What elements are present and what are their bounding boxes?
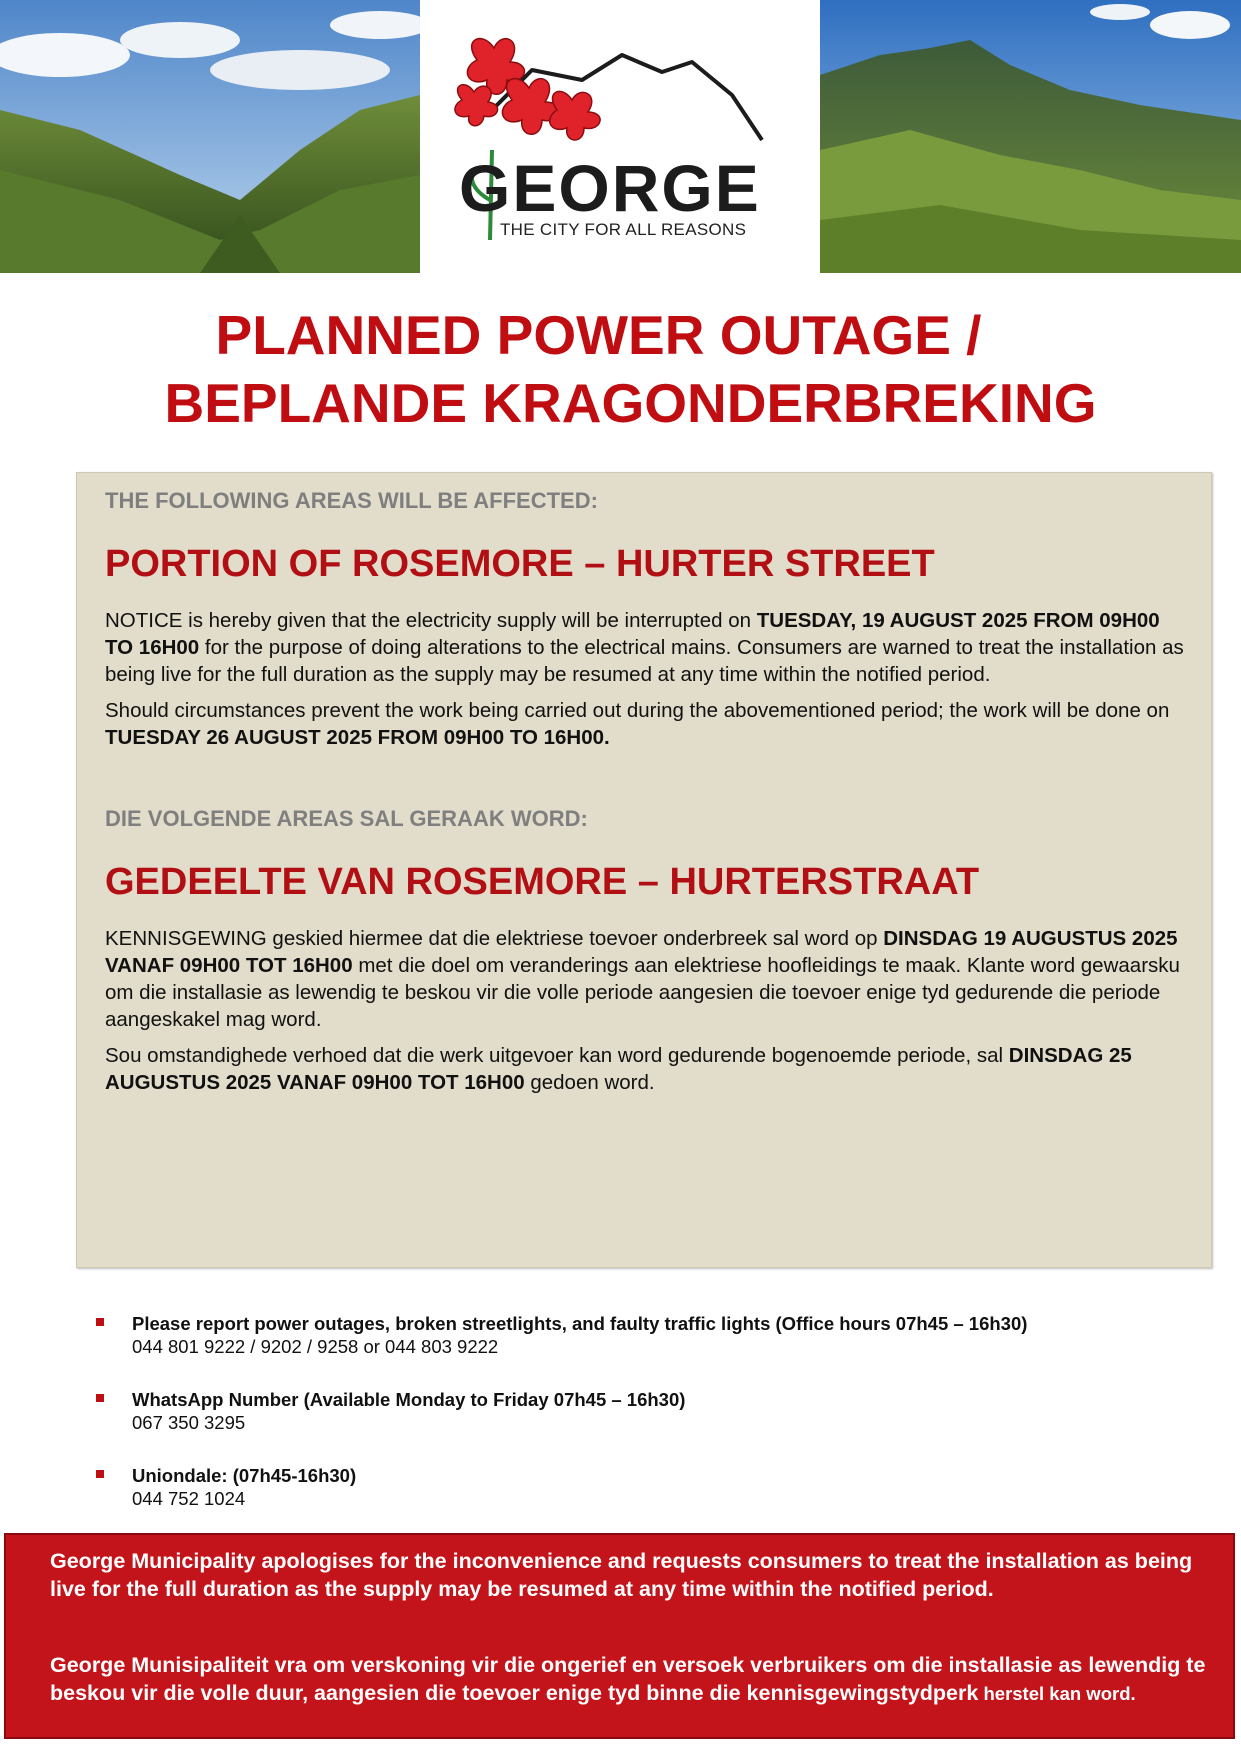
page-title-afrikaans: BEPLANDE KRAGONDERBREKING — [164, 372, 1097, 434]
header-landscape-image-right — [820, 0, 1241, 273]
contact-number[interactable]: 044 752 1024 — [132, 1488, 246, 1509]
afrikaans-affected-heading: DIE VOLGENDE AREAS SAL GERAAK WORD: — [105, 806, 588, 831]
english-affected-heading: THE FOLLOWING AREAS WILL BE AFFECTED: — [105, 488, 598, 513]
contact-number[interactable]: 067 350 3295 — [132, 1412, 246, 1433]
english-alternate-date: TUESDAY 26 AUGUST 2025 FROM 09H00 TO 16H00. — [105, 726, 610, 749]
afrikaans-alternate-text-cont: gedoen word. — [524, 1071, 655, 1094]
footer-afrikaans-text-end: herstel kan word. — [978, 1683, 1136, 1704]
apology-footer — [4, 1533, 1235, 1739]
afrikaans-notice-paragraph — [105, 925, 1185, 1033]
english-notice-date: TUESDAY, 19 AUGUST 2025 FROM 09H00 TO 16H00 — [105, 609, 1160, 659]
english-notice-text: NOTICE is hereby given that the electricity supply will be interrupted on — [105, 609, 757, 632]
contact-heading: WhatsApp Number (Available Monday to Friday 07h45 – 16h30) — [132, 1389, 686, 1410]
afrikaans-notice-text: KENNISGEWING geskied hiermee dat die elektriese toevoer onderbreek sal word op — [105, 927, 884, 950]
footer-english-text: George Municipality apologises for the inconvenience and requests consumers to treat the installation as being live for the full duration as the supply may be resumed at any time within the notified period. — [50, 1549, 1193, 1601]
contact-list — [96, 1312, 1196, 1510]
footer-afrikaans-paragraph — [50, 1651, 1210, 1708]
afrikaans-notice-text-cont: met die doel om veranderings aan elektriese hoofleidings te maak. Klante word gewaarsku om die installasie as lewendig te beskou vir die volle periode aangesien die toevoer enige tyd gedurende die periode aangeskakel mag word. — [105, 954, 1180, 1031]
bullet-square-icon — [96, 1470, 104, 1478]
english-notice-text-cont: for the purpose of doing alterations to the electrical mains. Consumers are warned to treat the installation as being live for the full duration as the supply may be resumed at any time within the notified period. — [105, 636, 1184, 686]
english-alternate-paragraph — [105, 697, 1185, 751]
logo-tagline: THE CITY FOR ALL REASONS — [500, 220, 747, 239]
contact-item-uniondale — [96, 1464, 1196, 1510]
english-notice-paragraph — [105, 607, 1185, 688]
bullet-square-icon — [96, 1394, 104, 1402]
afrikaans-notice-date: DINSDAG 19 AUGUSTUS 2025 VANAF 09H00 TOT 16H00 — [105, 927, 1178, 977]
afrikaans-alternate-date: DINSDAG 25 AUGUSTUS 2025 VANAF 09H00 TOT 16H00 — [105, 1044, 1132, 1094]
contact-number[interactable]: 044 801 9222 / 9202 / 9258 or 044 803 9222 — [132, 1336, 499, 1357]
footer-afrikaans-text: George Munisipaliteit vra om verskoning vir die ongerief en versoek verbruikers om die installasie as lewendig te beskou vir die volle duur, aangesien die toevoer enige tyd binne die kennisgewingstydperk — [50, 1653, 1206, 1705]
afrikaans-alternate-text: Sou omstandighede verhoed dat die werk uitgevoer kan word gedurende bogenoemde periode, sal — [105, 1044, 1009, 1067]
page-title-english: PLANNED POWER OUTAGE / — [215, 304, 982, 366]
logo-wordmark: GEORGE — [459, 151, 761, 225]
english-alternate-text: Should circumstances prevent the work being carried out during the abovementioned period; the work will be done on — [105, 699, 1170, 722]
bullet-square-icon — [96, 1318, 104, 1326]
contact-heading: Uniondale: (07h45-16h30) — [132, 1465, 357, 1486]
english-area-title: PORTION OF ROSEMORE – HURTER STREET — [105, 543, 935, 585]
afrikaans-alternate-paragraph — [105, 1042, 1185, 1096]
contact-item-report — [96, 1312, 1196, 1358]
contact-item-whatsapp — [96, 1388, 1196, 1434]
header-landscape-image-left — [0, 0, 420, 273]
contact-heading: Please report power outages, broken streetlights, and faulty traffic lights (Office hours 07h45 – 16h30) — [132, 1313, 1028, 1334]
afrikaans-area-title: GEDEELTE VAN ROSEMORE – HURTERSTRAAT — [105, 861, 980, 903]
notice-panel — [76, 472, 1212, 1268]
